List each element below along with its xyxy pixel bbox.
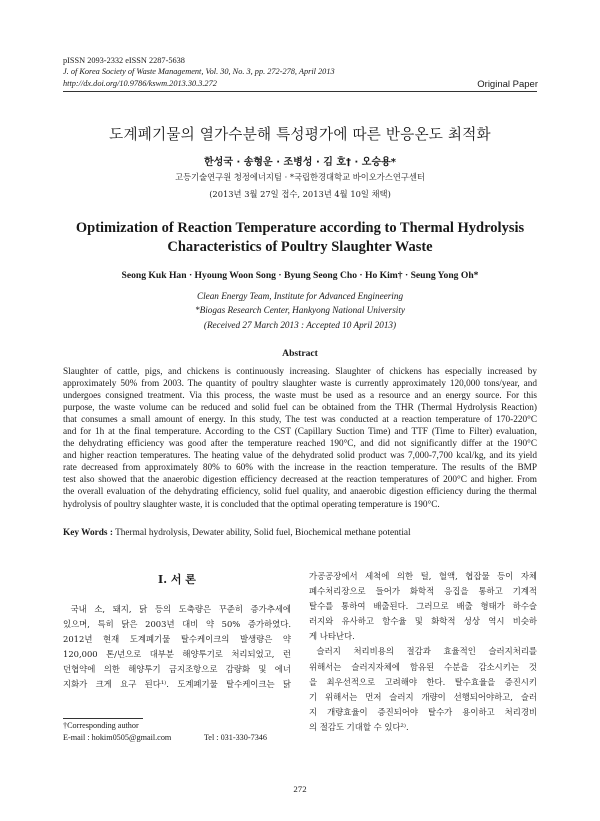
body-line: 있으며, 특히 닭은 2003년 대비 약 50% 증가하였다. [63, 619, 291, 630]
body-line: 을 최우선적으로 고려해야 한다. 탈수효율을 증진시키 [309, 676, 537, 687]
body-line: 던협약에 의한 해양투기 금지조항으로 감량화 및 에너 [63, 664, 291, 675]
abstract-line: that consumes a small amount of energy. In this study, The test was conducted at a reaction temperature of 170-220°C [63, 415, 537, 426]
english-affiliation [63, 290, 537, 317]
korean-affiliation: 고등기술연구원 청정에너지팀 · *국립한경대학교 바이오가스연구센터 [175, 172, 425, 182]
body-line: 슬러지 처리비용의 절감과 효율적인 슬러지처리를 [316, 646, 537, 657]
korean-dates: (2013년 3월 27일 접수, 2013년 4월 10일 채택) [209, 189, 391, 199]
body-line: 게 나타난다. [309, 631, 355, 642]
left-column [63, 602, 291, 693]
keywords-label: Key Words : [63, 528, 113, 538]
affiliation-line2: *Biogas Research Center, Hankyong National University [195, 304, 405, 315]
header-rule [63, 91, 537, 92]
body-line: 의 절감도 기대할 수 있다²⁾. [309, 721, 409, 732]
page-number: 272 [293, 784, 307, 794]
abstract-line: hydrolysis of poultry slaughter waste, it is concluded that the optimal operating temperature is 190°C. [63, 499, 440, 510]
body-line: 가공공장에서 세척에 의한 털, 혈액, 협잡물 등이 자체 [309, 571, 537, 581]
body-line: 폐수처리장으로 들어가 화학적 응집을 통하고 기계적 [309, 586, 537, 597]
body-line: 위해서는 슬러지자체에 함유된 수분을 감소시키는 것 [309, 661, 537, 672]
abstract-line: undergoes consigned treatment. Via this process, the waste must be used as a resource and an energy source. For this [63, 391, 537, 402]
abstract-heading: Abstract [282, 348, 318, 359]
journal-header [63, 55, 335, 89]
footnote-corresponding: †Corresponding author [63, 721, 139, 730]
korean-title: 도계폐기물의 열가수분해 특성평가에 따른 반응온도 최적화 [109, 126, 491, 143]
korean-authors: 한성국 · 송형운 · 조병성 · 김 호† · 오승용* [204, 157, 396, 168]
english-dates: (Received 27 March 2013 : Accepted 10 April 2013) [203, 320, 397, 330]
abstract-body [63, 366, 537, 511]
right-column [309, 569, 537, 735]
abstract-line: and higher reaction temperatures. The heating value of the dehydrated solid product was 7,000-7,700 kcal/kg, and its yield [63, 451, 537, 462]
abstract-line: the dehydrating efficiency was good after the temperature reached 190°C, and did not significantly differ at the 190°C [63, 439, 537, 450]
english-title [63, 219, 537, 257]
abstract-line: rate decreased from approximately 80% to 60% with the increase in the reaction temperature. The results of the BMP [63, 463, 537, 474]
keywords-text: Thermal hydrolysis, Dewater ability, Solid fuel, Biochemical methane potential [112, 528, 411, 538]
journal-citation: J. of Korea Society of Waste Management, Vol. 30, No. 3, pp. 272-278, April 2013 [63, 67, 335, 77]
body-line: 지화가 크게 요구 된다¹⁾. 도계폐기물 탈수케이크는 닭 [63, 679, 291, 690]
article-type: Original Paper [477, 79, 538, 90]
body-line: 2012년 현재 도계폐기물 탈수케이크의 발생량은 약 [63, 634, 291, 645]
doi-link[interactable]: http://dx.doi.org/10.9786/kswm.2013.30.3.272 [63, 78, 217, 88]
abstract-line: Slaughter of cattle, pigs, and chickens is continuously increasing. Slaughter of chickens has especially increased by [63, 367, 537, 377]
body-line: 기 위해서는 먼저 슬러지 개량이 선행되어야하고, 슬러 [309, 691, 537, 702]
body-line: 러지와 유사하고 함수율 및 화학적 성상 역시 비슷하 [309, 616, 537, 627]
affiliation-line1: Clean Energy Team, Institute for Advanced Engineering [196, 291, 404, 301]
english-title-line1: Optimization of Reaction Temperature according to Thermal Hydrolysis [75, 220, 525, 236]
abstract-line: test also showed that the anaerobic digestion efficiency decreased at the reaction temperatures of 200°C and higher. From [63, 475, 537, 486]
english-title-line2: Characteristics of Poultry Slaughter Waste [167, 239, 433, 255]
abstract-line: the overall evaluation of the dehydrating efficiency, solid fuel quality, and anaerobic digestion efficiency during the thermal [63, 487, 537, 498]
abstract-line: and for 1h at the final temperature. According to the CST (Capillary Suction Time) and TTF (Time to Filter) evaluation, [63, 427, 537, 438]
footnote-contact: E-mail : hokim0505@gmail.com Tel : 031-330-7346 [63, 733, 267, 742]
body-line: 120,000 톤/년으로 대부분 해양투기로 처리되었고, 런 [63, 649, 291, 660]
keywords [63, 528, 411, 538]
footnote-rule [63, 718, 143, 719]
body-line: 국내 소, 돼지, 닭 등의 도축량은 꾸준히 증가추세에 [70, 604, 291, 614]
english-authors: Seong Kuk Han · Hyoung Woon Song · Byung Seong Cho · Ho Kim† · Seung Yong Oh* [121, 270, 479, 281]
section-heading: I. 서 론 [158, 573, 196, 586]
abstract-line: approximately 50% from 2003. The quantity of poultry slaughter waste is currently approximately 120,000 tons/year, and [63, 379, 537, 390]
footnote [63, 720, 267, 744]
body-line: 탈수를 통하여 배출된다. 그러므로 배출 형태가 하수슬 [309, 601, 537, 612]
abstract-line: purpose, the waste volume can be reduced and solid fuel can be obtained from the THR (Thermal Hydrolysis Reaction) [63, 403, 537, 414]
body-line: 지 개량효율이 증진되어야 탈수가 용이하고 처리경비 [309, 706, 537, 717]
issn-line: pISSN 2093-2332 eISSN 2287-5638 [63, 56, 185, 65]
